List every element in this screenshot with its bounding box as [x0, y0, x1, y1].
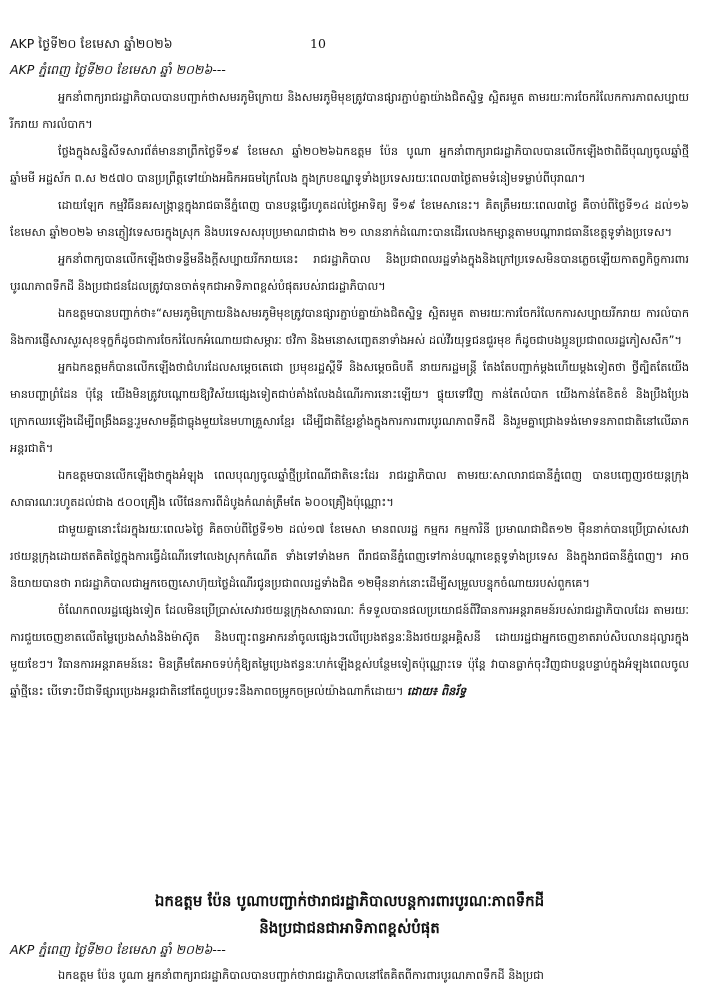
paragraph: អ្នកឯកឧត្តមក៏បានលើកឡើងថាជំហរដែលសម្តេចតេជោ ប្រមុខរដ្ឋស្តីទី និងសម្តេចធិបតី នាយករដ្ឋមន្ត្រី តែងតែបញ្ជាក់ម្តងហើយម្តងទៀតថា ថ្វីត្បិតតែយើងមានបញ្ហាព្រំដែន ប៉ុន្តែ យើងមិនត្រូវបណ្តោយឱ្យវិស័យផ្សេងទៀតជាប់គាំងលែងដំណើរការនោះឡើយ។ ផ្ទុយទៅវិញ កាន់តែលំបាក យើងកាន់តែខិតខំ និងប្រឹងប្រែងក្រោកឈរឡើងដើម្បីពង្រឹងឆន្ទៈរួមសាមគ្គីជាធ្លុងមួយនៃមហាគ្រួសារខ្មែរ ដើម្បីជាតិខ្មែរខ្លាំងក្នុងការការពារបូរណភាពទឹកដី និងរួមគ្នាជ្រោងទង់មោទនភាពជាតិនៅលើឆាកអន្តរជាតិ។	[10, 361, 689, 455]
page-header	[10, 36, 687, 56]
paragraph-last	[10, 597, 689, 705]
paragraph: អ្នកនាំពាក្យរាជរដ្ឋាភិបាលបានបញ្ជាក់ថាសមរភូមិក្រោយ និងសមរភូមិមុខត្រូវបានផ្សារភ្ជាប់គ្នាយ៉ាងជិតស្និទ្ធ ស្អិតរមួត តាមរយៈការចែករំលែកការភាពសប្បាយរីករាយ ការលំបាក។	[10, 91, 689, 131]
paragraph: អ្នកនាំពាក្យបានលើកឡើងថាទន្ទឹមនឹងក្តីសប្បាយរីករាយនេះ រាជរដ្ឋាភិបាល និងប្រជាពលរដ្ឋទាំងក្នុងនិងក្រៅប្រទេសមិនបានភ្លេចឡើយកាតព្វកិច្ចការពារបូរណភាពទឹកដី និងប្រជាជនដែលត្រូវបានចាត់ទុកជាអាទិភាពខ្ពស់បំផុតរបស់រាជរដ្ឋាភិបាល។	[10, 253, 689, 293]
article1-dateline: AKP ភ្នំពេញ ថ្ងៃទី២០ ខែមេសា ឆ្នាំ ២០២៦---	[10, 62, 226, 77]
paragraph: ឯកឧត្តម ប៉ែន បូណា អ្នកនាំពាក្យរាជរដ្ឋាភិបាលបានបញ្ជាក់ថារាជរដ្ឋាភិបាលនៅតែគិតពីការពារបូរណភាពទឹកដី និងប្រជា	[58, 969, 544, 982]
paragraph: ឯកឧត្តមបានបញ្ជាក់ថា៖“សមរភូមិក្រោយនិងសមរភូមិមុខត្រូវបានផ្សារភ្ជាប់គ្នាយ៉ាងជិតស្និទ្ធ ស្អិតរមួត តាមរយៈការចែករំលែកការសប្បាយរីករាយ ការលំបាក និងការផ្ញើសារសួរសុខទុក្ខក៏ដូចជាការចែករំលែកអំណោយជាសម្ភារៈ ថវិកា និងមនោសញ្ចេតនាទាំងអស់ ដល់វីរយុទ្ធជនជួរមុខ ក៏ដូចជាបងប្អូនប្រជាពលរដ្ឋភៀសសឹក”។	[10, 307, 689, 347]
article1-body	[10, 84, 689, 705]
paragraph: ថ្លែងក្នុងសន្និសីទសារព័ត៌មាននាព្រឹកថ្ងៃទី១៩ ខែមេសា ឆ្នាំ២០២៦ឯកឧត្តម ប៉ែន បូណា អ្នកនាំពាក្យរាជរដ្ឋាភិបាលបានលើកឡើងថាពិធីបុណ្យចូលឆ្នាំថ្មី ឆ្នាំមមី អដ្ឋស័ក ព.ស ២៥៧០ បានប្រព្រឹត្តទៅយ៉ាងអធិកអធមក្រៃលែង ក្នុងក្របខណ្ឌទូទាំងប្រទេសរយៈពេល៣ថ្ងៃតាមទំនៀមទម្លាប់ពីបុរាណ។	[10, 145, 689, 185]
paragraph: ឯកឧត្តមបានលើកឡើងថាក្នុងអំឡុង ពេលបុណ្យចូលឆ្នាំថ្មីប្រពៃណីជាតិនេះដែរ រាជរដ្ឋាភិបាល តាមរយៈសាលារាជធានីភ្នំពេញ បានបញ្ចេញរថយន្តក្រុងសាធារណៈរហូតដល់ជាង ៥០០គ្រឿង លើផែនការពីដំបូងកំណត់ត្រឹមតែ ៦០០គ្រឿងប៉ុណ្ណោះ។	[10, 469, 689, 509]
page-number: 10	[310, 36, 326, 51]
header-date: AKP ថ្ងៃទី២០ ខែមេសា ឆ្នាំ២០២៦	[10, 36, 173, 51]
paragraph: ដោយឡែក កម្មវិធីនគរសង្ក្រាន្តក្នុងរាជធានីភ្នំពេញ បានបន្តធ្វើរហូតដល់ថ្ងៃអាទិត្យ ទី១៩ ខែមេសានេះ។ គិតត្រឹមរយៈពេល៣ថ្ងៃ គឺចាប់ពីថ្ងៃទី១៤ ដល់១៦ ខែមេសា ឆ្នាំ២០២៦ មានភ្ញៀវទេសចរក្នុងស្រុក និងបរទេសសរុបប្រមាណជាជាង ២១ លាននាក់ដំណោះបានដើរលេងកម្សាន្តតាមបណ្តារាជធានីខេត្តទូទាំងប្រទេស។	[10, 199, 689, 239]
paragraph-text: ចំណែកពលរដ្ឋផ្សេងទៀត ដែលមិនប្រើប្រាស់សេវារថយន្តក្រុងសាធារណៈ ក៏ទទួលបានផលប្រយោជន៍ពីវិធានការអន្តរាគមន៍របស់រាជរដ្ឋាភិបាលដែរ តាមរយៈការជួយចេញខាតលើតម្លៃប្រេងសាំងនិងម៉ាស៊ូត និងបញ្ចុះពន្ធអាករនាំចូលផ្សេងៗលើប្រេងឥន្ធនៈនិងរថយន្តអគ្គិសនី ដោយរដ្ឋជាអ្នកចេញខាតរាប់សិបលានដុល្លារក្នុងមួយខែៗ។ វិធានការអន្តរាគមន៍នេះ មិនត្រឹមតែអាចទប់កុំឱ្យតម្លៃប្រេងឥន្ធនៈហក់ឡើងខ្ពស់បន្ថែមទៀតប៉ុណ្ណោះទេ ប៉ុន្តែ វាបានធ្លាក់ចុះវិញជាបន្តបន្ទាប់ក្នុងអំឡុងពេលចូលឆ្នាំថ្មីនេះ បើទោះបីជាទីផ្សារប្រេងអន្តរជាតិនៅតែជួបប្រទះនឹងភាពចម្រូកចម្រល់យ៉ាងណាក៏ដោយ។	[10, 604, 689, 698]
article2-headline	[10, 888, 689, 942]
paragraph: ជាមួយគ្នានោះដែរក្នុងរយៈពេល៦ថ្ងៃ គិតចាប់ពីថ្ងៃទី១២ ដល់១៧ ខែមេសា មានពលរដ្ឋ កម្មករ កម្មការិនី ប្រមាណជាជិត១២ ម៉ឺននាក់បានប្រើប្រាស់សេវារថយន្តក្រុងដោយឥតគិតថ្លៃក្នុងការធ្វើដំណើរទៅលេងស្រុកកំណើត ទាំងទៅទាំងមក ពីរាជធានីភ្នំពេញទៅកាន់បណ្តាខេត្តទូទាំងប្រទេស និងក្នុងរាជធានីភ្នំពេញ។ អាចនិយាយបានថា រាជរដ្ឋាភិបាលជាអ្នកចេញសោហ៊ុយថ្លៃដំណើរជូនប្រជាពលរដ្ឋទាំងជិត ១២ម៉ឺននាក់នោះដើម្បីសម្រួលបន្ទុកចំណាយរបស់ពួកគេ។	[10, 523, 689, 590]
byline: ដោយ៖ ពិនរ័ទ្ធ	[407, 685, 467, 698]
article2-dateline: AKP ភ្នំពេញ ថ្ងៃទី២០ ខែមេសា ឆ្នាំ ២០២៦---	[10, 942, 226, 957]
headline-line-2: និងប្រជាជនជាអាទិភាពខ្ពស់បំផុត	[259, 919, 440, 937]
article2-body	[10, 962, 689, 989]
headline-line-1: ឯកឧត្តម ប៉ែន បូណាបញ្ជាក់ថារាជរដ្ឋាភិបាលបន្តការពារបូរណៈភាពទឹកដី	[154, 892, 545, 910]
